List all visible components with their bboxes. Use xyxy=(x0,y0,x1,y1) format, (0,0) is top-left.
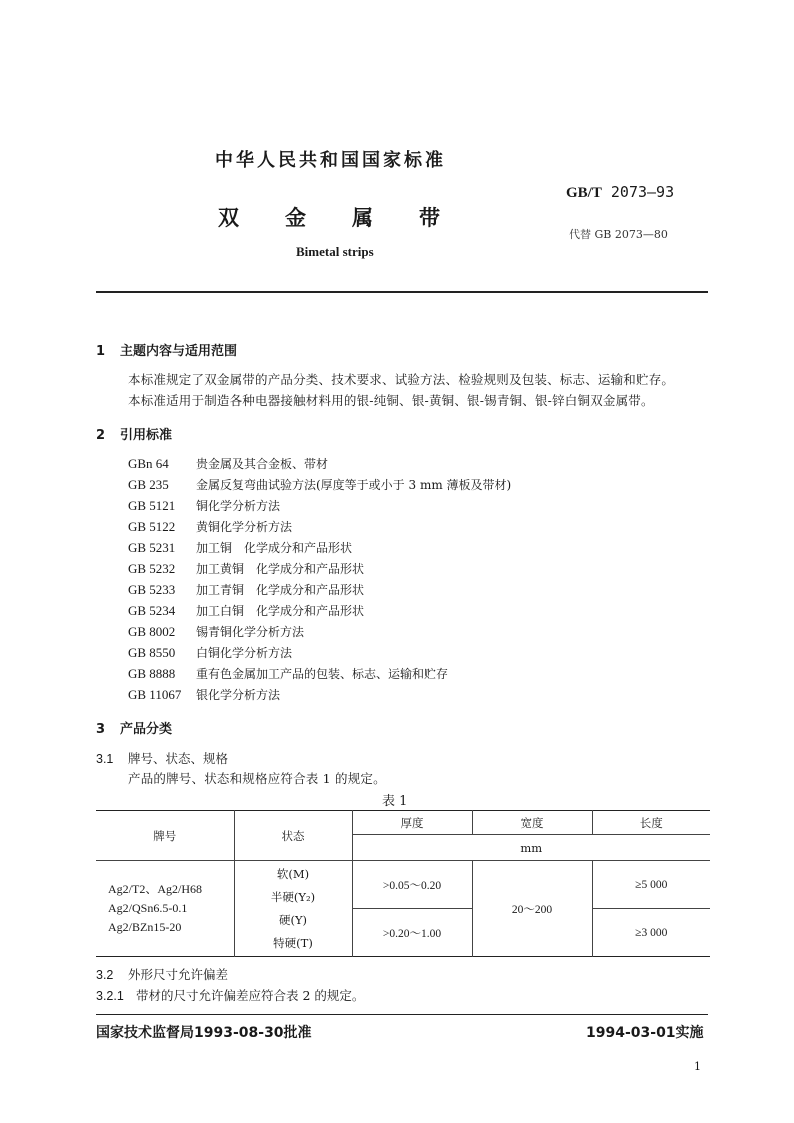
approval-line: 国家技术监督局1993-08-30批准 xyxy=(96,1025,312,1041)
reference-title: 加工青铜 化学成分和产品形状 xyxy=(196,583,365,597)
reference-title: 加工白铜 化学成分和产品形状 xyxy=(196,604,365,618)
length-min: ≥3 000 xyxy=(635,926,668,939)
header-length: 长度 xyxy=(592,811,710,835)
section-title: 引用标准 xyxy=(120,428,173,443)
reference-code: GB 5122 xyxy=(128,519,176,534)
reference-title: 白铜化学分析方法 xyxy=(196,646,293,660)
reference-title: 贵金属及其合金板、带材 xyxy=(196,457,329,471)
reference-item xyxy=(128,665,448,682)
header-width: 宽度 xyxy=(472,811,592,835)
reference-item xyxy=(128,581,364,598)
table-caption: 表 1 xyxy=(382,794,408,809)
section-number: 3 xyxy=(96,722,106,737)
reference-code: GB 8888 xyxy=(128,666,176,681)
reference-code: GB 11067 xyxy=(128,687,182,702)
table-header-row xyxy=(96,811,710,835)
reference-item xyxy=(128,644,292,661)
reference-code: GB 8550 xyxy=(128,645,176,660)
subsection-3-2-1 xyxy=(96,986,364,1004)
grade-value: Ag2/BZn15-20 xyxy=(108,920,182,934)
reference-code: GB 5234 xyxy=(128,603,176,618)
reference-code: GB 5233 xyxy=(128,582,176,597)
reference-title: 锡青铜化学分析方法 xyxy=(196,625,305,639)
reference-title: 黄铜化学分析方法 xyxy=(196,520,293,534)
reference-item xyxy=(128,686,280,703)
document-title: 双金属带 xyxy=(218,206,486,230)
reference-item xyxy=(128,455,328,472)
reference-item xyxy=(128,602,364,619)
national-standard-heading: 中华人民共和国国家标准 xyxy=(215,150,446,171)
grade-cell xyxy=(96,861,234,957)
subsection-title: 牌号、状态、规格 xyxy=(128,751,229,766)
table-row xyxy=(96,861,710,909)
footer-divider xyxy=(96,1014,708,1015)
subsection-3-1-heading xyxy=(96,749,228,767)
temper-value: 软(M) xyxy=(276,866,310,881)
temper-value: 半硬(Y₂) xyxy=(270,889,316,904)
standard-prefix: GB/T xyxy=(566,185,602,201)
reference-item xyxy=(128,497,280,514)
header-divider xyxy=(96,291,708,293)
reference-title: 加工黄铜 化学成分和产品形状 xyxy=(196,562,365,576)
reference-item xyxy=(128,623,304,640)
section-3-heading xyxy=(96,718,172,737)
reference-title: 铜化学分析方法 xyxy=(196,499,281,513)
standard-number: 2073—93 xyxy=(610,183,675,201)
reference-title: 银化学分析方法 xyxy=(196,688,281,702)
temper-value: 硬(Y) xyxy=(278,912,308,927)
standard-code xyxy=(566,183,674,202)
section-number: 1 xyxy=(96,344,106,359)
reference-item xyxy=(128,539,352,556)
reference-code: GB 8002 xyxy=(128,624,176,639)
temper-value: 特硬(T) xyxy=(273,935,313,950)
length-min: ≥5 000 xyxy=(592,861,710,909)
reference-item xyxy=(128,560,364,577)
section-title: 产品分类 xyxy=(120,722,173,737)
header-temper: 状态 xyxy=(234,811,352,861)
reference-title: 重有色金属加工产品的包装、标志、运输和贮存 xyxy=(196,667,449,681)
subsection-title: 外形尺寸允许偏差 xyxy=(128,967,229,982)
reference-code: GB 5231 xyxy=(128,540,176,555)
paragraph: 本标准适用于制造各种电器接触材料用的银-纯铜、银-黄铜、银-锡青铜、银-锌白铜双金属带。 xyxy=(128,393,654,408)
reference-code: GB 5232 xyxy=(128,561,176,576)
replaces-note: 代替 GB 2073—80 xyxy=(569,228,668,241)
header-thickness: 厚度 xyxy=(352,811,472,835)
section-number: 2 xyxy=(96,428,106,443)
section-1-heading xyxy=(96,340,237,359)
grade-value: Ag2/T2、Ag2/H68 xyxy=(108,882,202,896)
reference-title: 加工铜 化学成分和产品形状 xyxy=(196,541,353,555)
thickness-range: >0.20～1.00 xyxy=(352,909,472,957)
reference-code: GBn 64 xyxy=(128,456,169,471)
page-number: 1 xyxy=(694,1060,701,1073)
paragraph: 产品的牌号、状态和规格应符合表 1 的规定。 xyxy=(128,771,386,786)
grade-value: Ag2/QSn6.5-0.1 xyxy=(108,901,188,915)
temper-cell xyxy=(234,861,352,957)
english-title: Bimetal strips xyxy=(296,244,374,259)
reference-item xyxy=(128,518,292,535)
reference-code: GB 235 xyxy=(128,477,169,492)
implementation-date: 1994-03-01实施 xyxy=(586,1025,704,1041)
subsection-3-2-heading xyxy=(96,965,228,983)
paragraph: 本标准规定了双金属带的产品分类、技术要求、试验方法、检验规则及包装、标志、运输和贮存。 xyxy=(128,372,675,387)
thickness-range: >0.05～0.20 xyxy=(352,861,472,909)
header-unit: mm xyxy=(352,835,710,861)
header-grade: 牌号 xyxy=(96,811,234,861)
width-range: 20～200 xyxy=(472,861,592,957)
reference-title: 金属反复弯曲试验方法(厚度等于或小于 3 mm 薄板及带材) xyxy=(196,478,512,492)
subsection-text: 带材的尺寸允许偏差应符合表 2 的规定。 xyxy=(136,988,365,1003)
subsection-number: 3.2.1 xyxy=(96,989,124,1003)
table-1 xyxy=(96,810,710,957)
section-title: 主题内容与适用范围 xyxy=(120,344,238,359)
reference-item xyxy=(128,476,511,493)
subsection-number: 3.1 xyxy=(96,752,114,766)
section-2-heading xyxy=(96,424,172,443)
subsection-number: 3.2 xyxy=(96,968,114,982)
reference-code: GB 5121 xyxy=(128,498,176,513)
